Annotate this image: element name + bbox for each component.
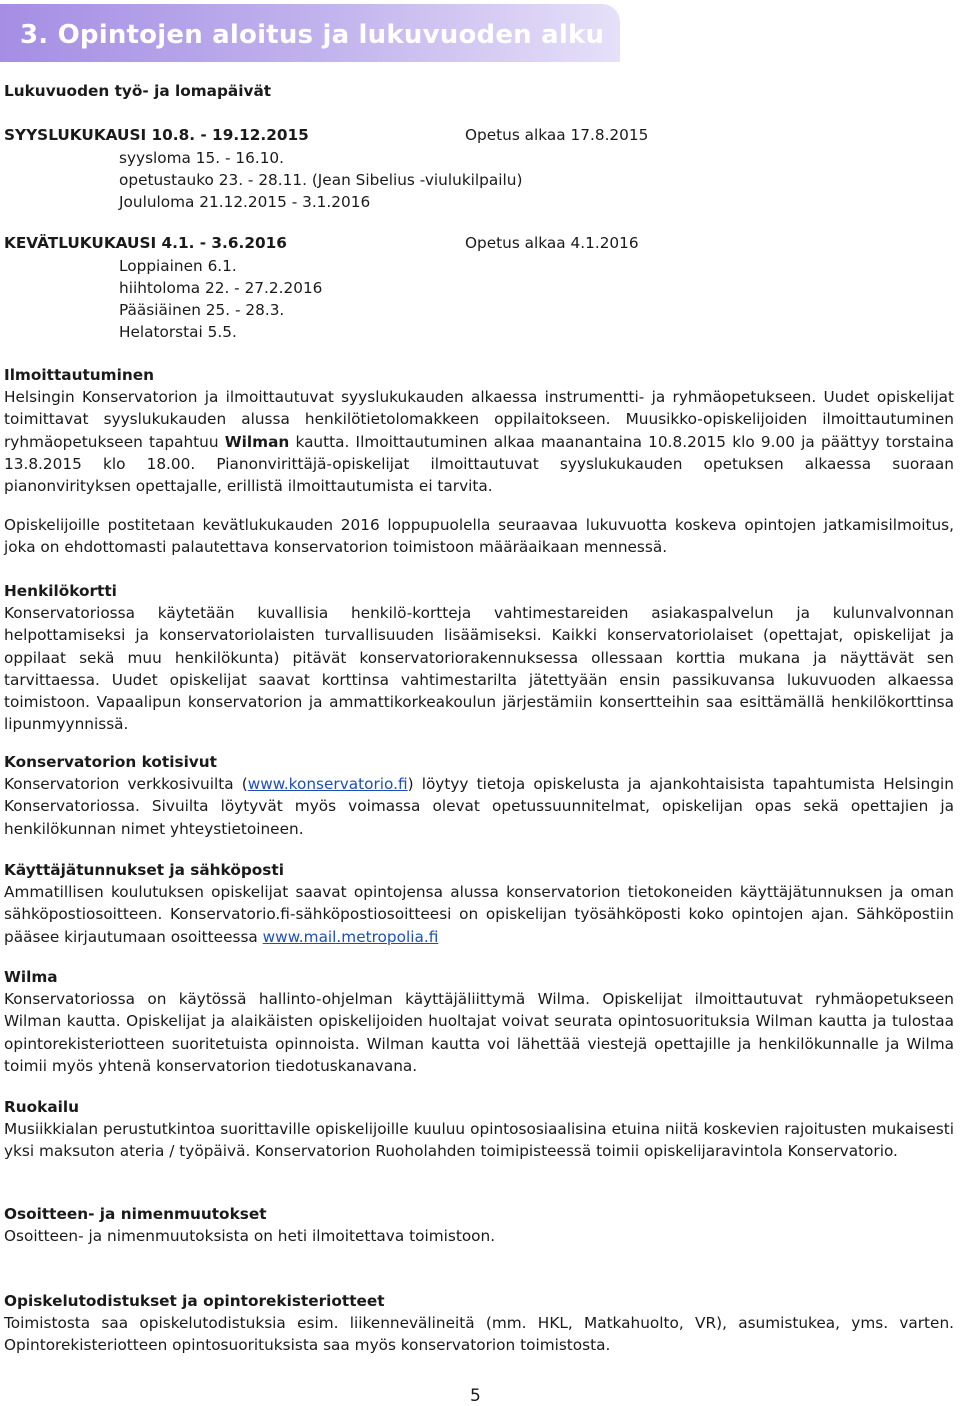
section-kotisivut	[4, 751, 954, 840]
spring-holiday: Helatorstai 5.5.	[119, 323, 237, 341]
section-heading: Käyttäjätunnukset ja sähköposti	[4, 861, 284, 879]
section-heading: Ilmoittautuminen	[4, 366, 155, 384]
section-heading: Osoitteen- ja nimenmuutokset	[4, 1205, 267, 1223]
section-title-banner	[0, 4, 620, 62]
section-kayttajatunnukset	[4, 859, 954, 948]
body-text: Opiskelijoille postitetaan kevätlukukauden 2016 loppupuolella seuraavaa lukuvuotta koskeva opintojen jatkamisilmoitus, joka on ehdottomasti palautettava konservatorion toimistoon määräaikaan mennessä.	[4, 516, 954, 557]
page-title: 3. Opintojen aloitus ja lukuvuoden alku	[20, 20, 605, 50]
calendar-heading: Lukuvuoden työ- ja lomapäivät	[4, 82, 272, 100]
section-heading: Opiskelutodistukset ja opintorekisteriotteet	[4, 1292, 385, 1310]
section-osoitteet	[4, 1203, 954, 1247]
wilma-emphasis: Wilman	[224, 432, 290, 451]
section-ruokailu	[4, 1096, 954, 1163]
body-text: Toimistosta saa opiskelutodistuksia esim. liikennevälineitä (mm. HKL, Matkahuolto, VR), asumistukea, yms. varten. Opintorekisteriotteen opintosuorituksista saa myös konservatorion toimistosta.	[4, 1314, 954, 1355]
section-postitus	[4, 514, 954, 558]
section-heading: Ruokailu	[4, 1098, 80, 1116]
section-heading: Wilma	[4, 968, 58, 986]
section-todistukset	[4, 1290, 954, 1357]
spring-holiday: hiihtoloma 22. - 27.2.2016	[119, 279, 323, 297]
autumn-term-label: SYYSLUKUKAUSI 10.8. - 19.12.2015	[4, 126, 309, 144]
autumn-holiday: syysloma 15. - 16.10.	[119, 149, 285, 167]
body-text: kautta. Ilmoittautuminen alkaa maanantaina 10.8.2015 klo 9.00 ja päättyy torstaina 13.8.2015 klo 18.00. Pianonvirittäjä-opiskelijat ilmoittautuvat syyslukukauden opetuksen alkaessa suoraan pianonvirityksen opettajalle, erillistä ilmoittautumista ei tarvita.	[4, 432, 955, 496]
body-text: ) löytyy tietoja opiskelusta ja ajankohtaisista tapahtumista Helsingin Konservatoriossa. Sivuilta löytyvät myös voimassa olevat opetussuunnitelmat, opiskelijan opas sekä opettajien ja henkilökunnan nimet yhteystietoineen.	[4, 775, 954, 838]
webmail-link[interactable]: www.mail.metropolia.fi	[262, 927, 439, 946]
spring-term-label: KEVÄTLUKUKAUSI 4.1. - 3.6.2016	[4, 234, 287, 252]
spring-holiday: Pääsiäinen 25. - 28.3.	[119, 301, 285, 319]
body-text: Helsingin Konservatorion ja ilmoittautuvat syyslukukauden alkaessa instrumentti- ja ryhmäopetukseen. Uudet opiskelijat toimittavat syyslukukauden alussa henkilötietolomakkeen oppilaitokseen. Muusikko-opiskelijoiden ilmoittautuminen ryhmäopetukseen tapahtuu	[4, 388, 954, 451]
spring-teaching-start: Opetus alkaa 4.1.2016	[465, 234, 639, 252]
body-text: Ammatillisen koulutuksen opiskelijat saavat opintojensa alussa konservatorion tietokoneiden käyttäjätunnuksen ja oman sähköpostiosoitteen. Konservatorio.fi-sähköpostiosoitteesi on opiskelijan työsähköposti koko opintojen ajan. Sähköpostiin pääsee kirjautumaan osoitteessa	[4, 883, 954, 946]
section-heading: Konservatorion kotisivut	[4, 753, 217, 771]
page-number: 5	[470, 1386, 481, 1406]
body-text: Konservatorion verkkosivuilta (	[4, 775, 248, 794]
konservatorio-website-link[interactable]: www.konservatorio.fi	[247, 775, 408, 794]
body-text: Konservatoriossa on käytössä hallinto-ohjelman käyttäjäliittymä Wilma. Opiskelijat ilmoittautuvat ryhmäopetukseen Wilman kautta. Opiskelijat ja alaikäisten opiskelijoiden huoltajat voivat seurata opintosuorituksia Wilman kautta ja tulostaa opintorekisteriotteen suoritetuista opinnoista. Wilman kautta voi lähettää viestejä opettajille ja henkilökunnalle ja Wilma toimii myös yhtenä konservatorion tiedotuskanavana.	[4, 990, 954, 1075]
autumn-teaching-start: Opetus alkaa 17.8.2015	[465, 126, 649, 144]
body-text: Konservatoriossa käytetään kuvallisia henkilö-kortteja vahtimestareiden asiakaspalvelun ja kulunvalvonnan helpottamiseksi ja konservatoriolaisten turvallisuuden lisäämiseksi. Kaikki konservatoriolaiset (opettajat, opiskelijat ja oppilaat sekä muu henkilökunta) pitävät konservatoriorakennuksessa ollessaan korttia mukana ja näyttävät sen tarvittaessa. Uudet opiskelijat saavat korttinsa vahtimestarilta jätettyään ensin passikuvansa lukuvuoden alkaessa toimistoon. Vapaalipun konservatorion ja ammattikorkeakoulun järjestämiin konsertteihin saa esittämällä henkilökorttinsa lipunmyynnissä.	[4, 604, 954, 734]
spring-holiday: Loppiainen 6.1.	[119, 257, 237, 275]
body-text: Musiikkialan perustutkintoa suorittaville opiskelijoille kuuluu opintososiaalisina etuina niitä koskevien rajoitusten mukaisesti yksi maksuton ateria / työpäivä. Konservatorion Ruoholahden toimipisteessä toimii opiskelijaravintola Konservatorio.	[4, 1120, 954, 1161]
body-text: Osoitteen- ja nimenmuutoksista on heti ilmoitettava toimistoon.	[4, 1227, 496, 1246]
autumn-holiday: Joululoma 21.12.2015 - 3.1.2016	[119, 193, 371, 211]
section-wilma	[4, 966, 954, 1077]
section-henkilokortti	[4, 580, 954, 735]
section-ilmoittautuminen	[4, 364, 954, 497]
autumn-holiday: opetustauko 23. - 28.11. (Jean Sibelius -viulukilpailu)	[119, 171, 523, 189]
section-heading: Henkilökortti	[4, 582, 117, 600]
